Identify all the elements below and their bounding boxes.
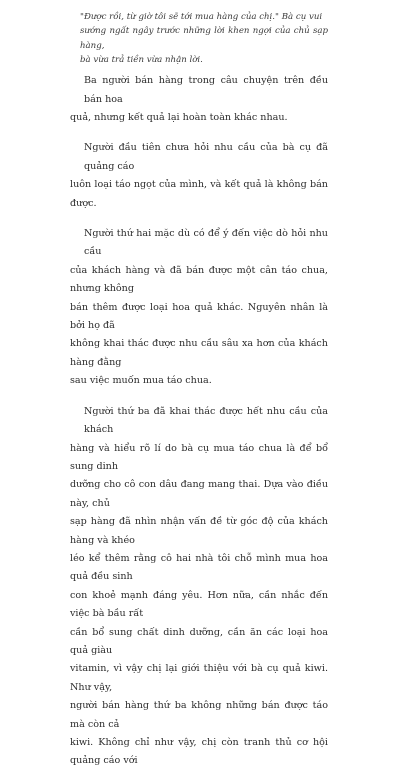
paragraph-1 (70, 72, 328, 127)
text-line: dưỡng cho cô con dâu đang mang thai. Dựa vào điều này, chủ (70, 479, 328, 509)
text-line: kiwi. Không chỉ như vậy, chị còn tranh thủ cơ hội quảng cáo với (70, 737, 328, 767)
text-line: sạp hàng đã nhìn nhận vấn đề từ góc độ của khách hàng và khéo (70, 516, 328, 546)
text-line: Người thứ ba đã khai thác được hết nhu cầu của khách (84, 405, 328, 436)
paragraph-3 (70, 225, 328, 391)
text-line: người bán hàng thứ ba không những bán được táo mà còn cả (70, 700, 328, 730)
text-line: của khách hàng và đã bán được một cân táo chua, nhưng không (70, 264, 328, 295)
text-line: léo kể thêm rằng cô hai nhà tôi chỗ mình mua hoa quả đều sinh (70, 552, 328, 583)
text-line: không khai thác được nhu cầu sâu xa hơn của khách hàng đằng (70, 338, 328, 368)
text-line: sau việc muốn mua táo chua. (70, 375, 212, 387)
quote-line: bà vừa trả tiền vừa nhận lời. (80, 54, 203, 65)
text-line: Người thứ hai mặc dù có để ý đến việc dò hỏi nhu cầu (84, 228, 328, 258)
text-line: con khoẻ mạnh đáng yêu. Hơn nữa, cần nhắc đến việc bà bầu rất (70, 589, 328, 620)
quote-line: sướng ngất ngây trước những lời khen ngợi của chủ sạp hàng, (80, 26, 328, 51)
text-line: Người đầu tiên chưa hỏi nhu cầu của bà cụ đã quảng cáo (84, 142, 328, 172)
paragraph-2 (70, 139, 328, 213)
italic-quote (80, 10, 328, 67)
text-line: hàng và hiểu rõ lí do bà cụ mua táo chua là để bổ sung dinh (70, 442, 328, 472)
text-line: vitamin, vì vậy chị lại giới thiệu với bà cụ quả kiwi. Như vậy, (70, 663, 328, 693)
text-line: cần bổ sung chất dinh dưỡng, cần ăn các loại hoa quả giàu (70, 626, 328, 656)
text-line: quả, nhưng kết quả lại hoàn toàn khác nhau. (70, 112, 288, 123)
quote-line: "Được rồi, từ giờ tôi sẽ tới mua hàng của chị." Bà cụ vui (80, 12, 323, 22)
book-page (70, 0, 328, 771)
text-line: Ba người bán hàng trong câu chuyện trên đều bán hoa (84, 75, 328, 105)
text-line: bán thêm được loại hoa quả khác. Nguyên nhân là bởi họ đã (70, 301, 328, 332)
text-line: luôn loại táo ngọt của mình, và kết quả là không bán được. (70, 179, 328, 209)
paragraph-4 (70, 403, 328, 771)
